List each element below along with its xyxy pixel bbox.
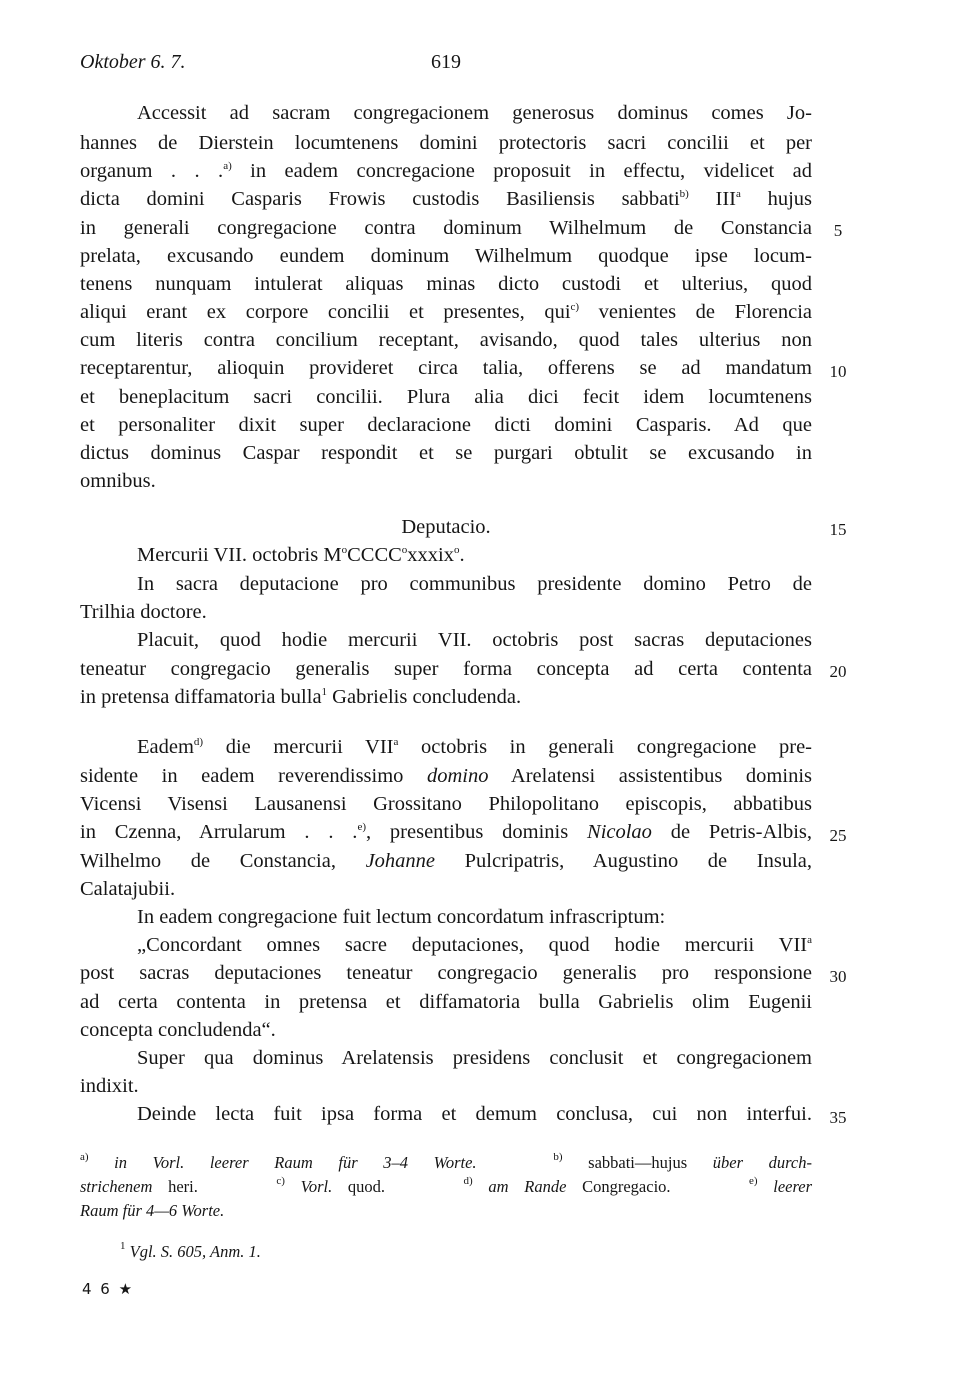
footnote-marker: 1: [321, 686, 328, 698]
text-line: Deinde lecta fuit ipsa forma et demum conclusa, cui non interfui.: [137, 1103, 812, 1125]
text-line: in generali congregacione contra dominum Wilhelmum de Constancia: [80, 217, 812, 239]
text-line: Wilhelmo de Constancia, Johanne Pulcripatris, Augustino de Insula,: [80, 850, 812, 872]
text-line: in pretensa diffamatoria bulla$^1$ Gabrielis concludenda.: [80, 686, 522, 708]
text-line: dicta domini Casparis Frowis custodis Basiliensis sabbati$^{b)}$ III$^a$ hujus: [80, 188, 812, 210]
line-number: 35: [829, 1108, 847, 1127]
page-number: 619: [431, 51, 461, 73]
footnote-marker: e): [357, 821, 366, 833]
text-line: Accessit ad sacram congregacionem generosus dominus comes Jo-: [137, 102, 812, 124]
line-number: 15: [829, 520, 847, 539]
text-line: in Czenna, Arrularum . . .$^{e)}$, presentibus dominis Nicolao de Petris-Albis,: [80, 821, 813, 843]
text-line: Trilhia doctore.: [80, 601, 207, 623]
line-number: 5: [833, 221, 843, 240]
section-heading: Deputacio.: [401, 516, 491, 538]
signature-mark: 4 6 ★: [82, 1280, 135, 1298]
footnote-line: Raum für 4—6 Worte.: [80, 1201, 225, 1220]
text-line: cum literis contra concilium receptant, avisando, quod tales ulterius non: [80, 329, 812, 351]
text-line: aliqui erant ex corpore concilii et presentes, qui$^{c)}$ venientes de Florencia: [80, 301, 812, 323]
text-line: Eadem$^{d)}$ die mercurii VII$^a$ octobris in generali congregacione pre-: [137, 736, 812, 758]
text-line: „Concordant omnes sacre deputaciones, quod hodie mercurii VII$^a$: [137, 934, 812, 956]
date-line: Mercurii VII. octobris $M^oCCCC^oxxxix^o$.: [137, 544, 465, 566]
line-number: 25: [829, 826, 847, 845]
footnote-marker: a): [223, 160, 232, 172]
text-line: In eadem congregacione fuit lectum concordatum infrascriptum:: [137, 906, 666, 928]
text-line: In sacra deputacione pro communibus presidente domino Petro de: [137, 573, 812, 595]
footnote-marker: b): [679, 188, 689, 200]
footnote-marker: d): [193, 736, 204, 748]
text-line: sidente in eadem reverendissimo domino Arelatensi assistentibus dominis: [80, 765, 812, 787]
footnote-line: strichenem heri. $^{c)}$ Vorl. quod. $^{d)}$ am Rande Congregacio. $^{e)}$ leerer: [80, 1175, 813, 1196]
footnote-marker: c): [570, 301, 580, 313]
line-number: 20: [829, 662, 847, 681]
footnote-line: $^1$ Vgl. S. 605, Anm. 1.: [120, 1240, 261, 1261]
text-line: tenens nunquam intulerat aliquas minas dicto custodi et ulterius, quod: [80, 273, 812, 295]
text-line: hannes de Dierstein locumtenens domini protectoris sacri concilii et per: [80, 132, 812, 154]
running-header: Oktober 6. 7.: [80, 51, 186, 73]
text-line: omnibus.: [80, 470, 156, 492]
text-line: concepta concludenda“.: [80, 1019, 276, 1041]
text-line: teneatur congregacio generalis super forma concepta ad certa contenta: [80, 658, 812, 680]
line-number: 30: [829, 967, 847, 986]
line-number: 10: [829, 362, 847, 381]
text-line: organum . . .$^{a)}$ in eadem concregacione proposuit in effectu, videlicet ad: [80, 160, 812, 182]
text-line: dictus dominus Caspar respondit et se purgari obtulit se excusando in: [80, 442, 812, 464]
text-line: Calatajubii.: [80, 878, 176, 900]
text-line: Super qua dominus Arelatensis presidens conclusit et congregacionem: [137, 1047, 812, 1069]
text-line: Placuit, quod hodie mercurii VII. octobris post sacras deputaciones: [137, 629, 812, 651]
text-line: et beneplacitum sacri concilii. Plura alia dici fecit idem locumtenens: [80, 386, 812, 408]
text-line: prelata, excusando eundem dominum Wilhelmum quodque ipse locum-: [80, 245, 812, 267]
footnote-line: $^{a)}$ in Vorl. leerer Raum für 3–4 Worte. $^{b)}$ sabbati—hujus über durch-: [80, 1151, 813, 1172]
text-line: Vicensi Visensi Lausanensi Grossitano Philopolitano episcopis, abbatibus: [80, 793, 812, 815]
text-line: ad certa contenta in pretensa et diffamatoria bulla Gabrielis olim Eugenii: [80, 991, 812, 1013]
text-line: indixit.: [80, 1075, 139, 1097]
text-line: et personaliter dixit super declaracione dicti domini Casparis. Ad que: [80, 414, 812, 436]
text-line: post sacras deputaciones teneatur congregacio generalis pro responsione: [80, 962, 812, 984]
text-line: receptarentur, alioquin provideret circa talia, offerens se ad mandatum: [80, 357, 812, 379]
